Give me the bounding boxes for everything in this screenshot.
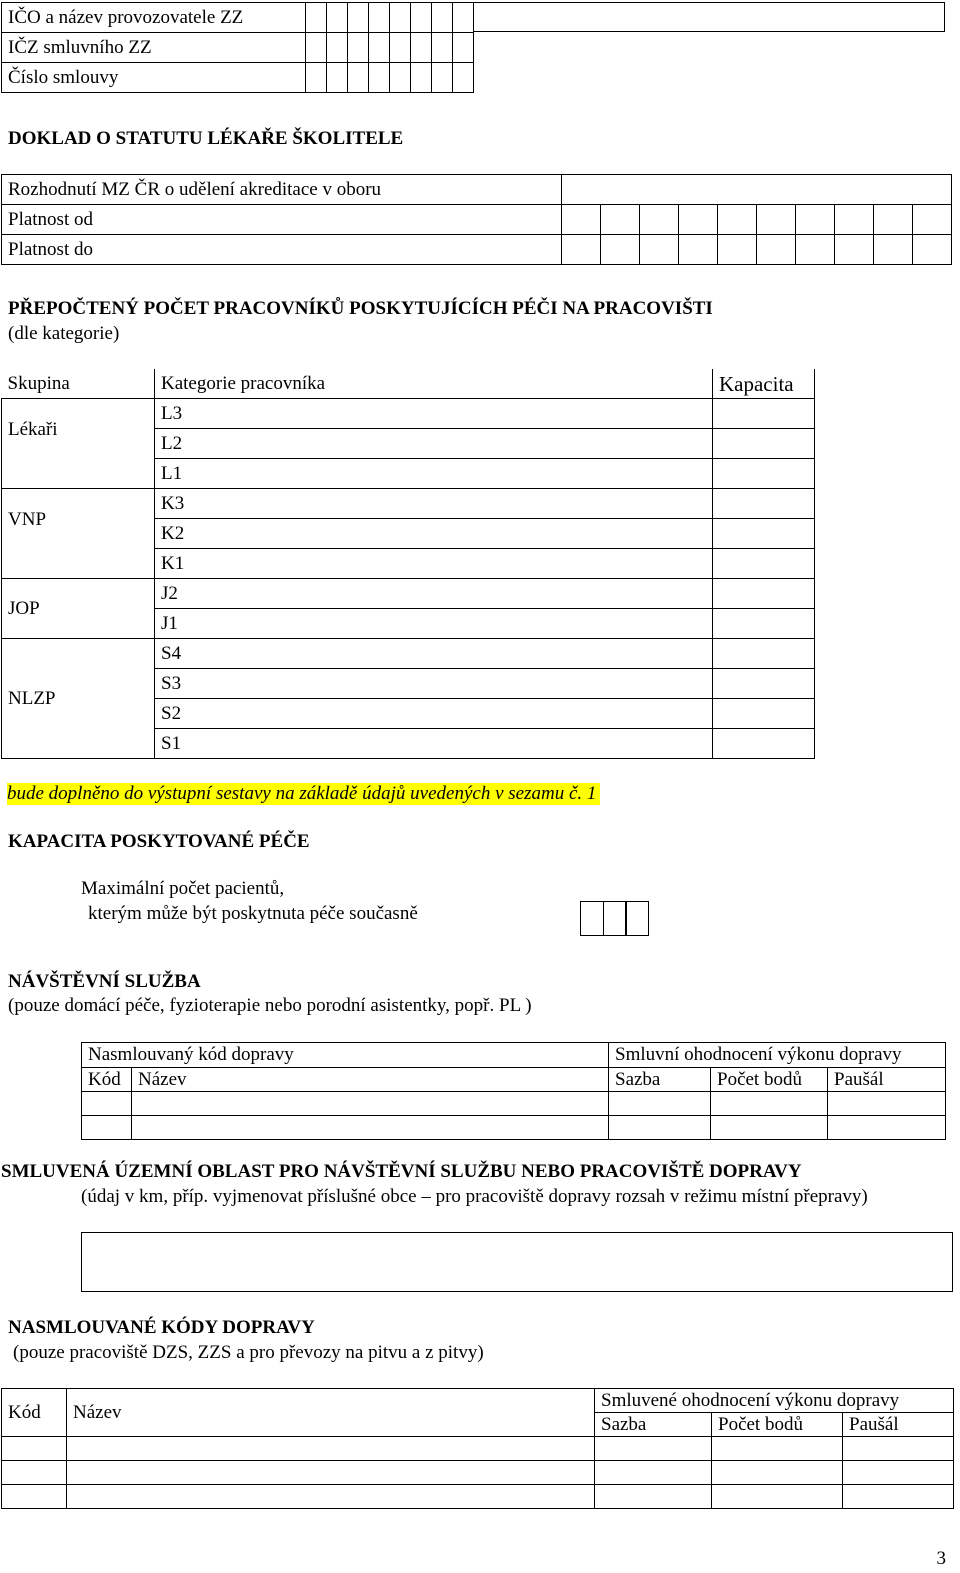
capacity-cell[interactable] [713,459,815,489]
visit-cell[interactable] [711,1092,828,1116]
capacity-cell[interactable] [713,429,815,459]
codes-cell[interactable] [2,1461,67,1485]
category-label: K2 [155,519,713,549]
date-box[interactable] [562,235,601,265]
digit-box[interactable] [580,901,604,936]
digit-box[interactable] [369,63,390,93]
codes-cell[interactable] [2,1485,67,1509]
visit-cell[interactable] [132,1116,609,1140]
codes-cell[interactable] [843,1461,954,1485]
capacity-text-line2: kterým může být poskytnuta péče současně [88,903,418,924]
codes-cell[interactable] [712,1485,843,1509]
category-label: J2 [155,579,713,609]
visit-cell[interactable] [82,1092,132,1116]
visit-heading: NÁVŠTĚVNÍ SLUŽBA [8,971,201,992]
date-box[interactable] [679,235,718,265]
capacity-input-boxes [580,901,649,936]
date-box[interactable] [835,205,874,235]
digit-box[interactable] [411,63,432,93]
group-label: Lékaři [2,399,155,489]
capacity-text-line1: Maximální počet pacientů, [81,878,285,899]
group-label: NLZP [2,639,155,759]
visit-table [81,1042,946,1140]
visit-cell[interactable] [82,1116,132,1140]
codes-header-rate: Sazba [595,1413,712,1437]
capacity-heading: KAPACITA POSKYTOVANÉ PÉČE [8,831,310,852]
digit-box[interactable] [453,33,474,63]
date-box[interactable] [640,205,679,235]
date-box[interactable] [562,205,601,235]
codes-cell[interactable] [67,1461,595,1485]
digit-box[interactable] [369,33,390,63]
date-box[interactable] [796,235,835,265]
visit-header-code: Kód [82,1068,132,1092]
codes-header-name: Název [67,1389,595,1437]
category-label: L1 [155,459,713,489]
category-label: K3 [155,489,713,519]
capacity-cell[interactable] [713,639,815,669]
codes-header-code: Kód [2,1389,67,1437]
date-box[interactable] [757,235,796,265]
provider-label-contract: Číslo smlouvy [2,63,306,93]
digit-box[interactable] [390,3,411,33]
visit-cell[interactable] [711,1116,828,1140]
codes-cell[interactable] [595,1461,712,1485]
codes-table [1,1388,954,1509]
visit-cell[interactable] [828,1116,946,1140]
visit-header-rate: Sazba [609,1068,711,1092]
staff-subheading: (dle kategorie) [8,323,120,344]
digit-box[interactable] [432,33,453,63]
capacity-cell[interactable] [713,669,815,699]
visit-header-code-group: Nasmlouvaný kód dopravy [82,1043,609,1068]
category-label: S4 [155,639,713,669]
capacity-cell[interactable] [713,399,815,429]
doctor-table [1,174,952,265]
doctor-label-accreditation: Rozhodnutí MZ ČR o udělení akreditace v oboru [2,175,562,205]
codes-header-points: Počet bodů [712,1413,843,1437]
provider-name-field[interactable] [474,2,945,32]
codes-cell[interactable] [843,1437,954,1461]
codes-cell[interactable] [712,1461,843,1485]
category-label: L2 [155,429,713,459]
digit-box[interactable] [327,63,348,93]
codes-header-eval-group: Smluvené ohodnocení výkonu dopravy [595,1389,954,1413]
category-label: S1 [155,729,713,759]
provider-label-icz: IČZ smluvního ZZ [2,33,306,63]
date-box[interactable] [835,235,874,265]
page-number: 3 [936,1548,946,1569]
provider-label-ico: IČO a název provozovatele ZZ [2,3,306,33]
capacity-cell[interactable] [713,519,815,549]
digit-box[interactable] [348,63,369,93]
digit-box[interactable] [390,33,411,63]
group-label: JOP [2,579,155,639]
capacity-cell[interactable] [713,549,815,579]
digit-box[interactable] [348,3,369,33]
digit-box[interactable] [411,3,432,33]
capacity-cell[interactable] [713,609,815,639]
date-box[interactable] [679,205,718,235]
category-label: L3 [155,399,713,429]
date-box[interactable] [601,205,640,235]
digit-box[interactable] [306,63,327,93]
date-box[interactable] [757,205,796,235]
group-label: VNP [2,489,155,579]
visit-cell[interactable] [828,1092,946,1116]
codes-cell[interactable] [2,1437,67,1461]
codes-cell[interactable] [595,1485,712,1509]
digit-box[interactable] [306,33,327,63]
capacity-cell[interactable] [713,579,815,609]
codes-cell[interactable] [67,1485,595,1509]
capacity-cell[interactable] [713,729,815,759]
date-box[interactable] [640,235,679,265]
date-box[interactable] [874,235,913,265]
visit-cell[interactable] [132,1092,609,1116]
col-header-capacity: Kapacita [713,369,815,399]
codes-cell[interactable] [843,1485,954,1509]
codes-cell[interactable] [595,1437,712,1461]
visit-header-eval-group: Smluvní ohodnocení výkonu dopravy [609,1043,946,1068]
area-heading: SMLUVENÁ ÚZEMNÍ OBLAST PRO NÁVŠTĚVNÍ SLUŽBU NEBO PRACOVIŠTĚ DOPRAVY [1,1161,802,1182]
staff-table [1,369,815,759]
digit-box[interactable] [453,63,474,93]
staff-note: bude doplněno do výstupní sestavy na základě údajů uvedených v sezamu č. 1 [7,783,600,805]
visit-header-name: Název [132,1068,609,1092]
codes-header-flat: Paušál [843,1413,954,1437]
codes-cell[interactable] [712,1437,843,1461]
digit-box[interactable] [453,3,474,33]
capacity-cell[interactable] [713,699,815,729]
visit-cell[interactable] [609,1092,711,1116]
date-box[interactable] [913,205,952,235]
date-box[interactable] [796,205,835,235]
date-box[interactable] [913,235,952,265]
digit-box[interactable] [327,3,348,33]
accreditation-field[interactable] [562,175,952,205]
codes-subheading: (pouze pracoviště DZS, ZZS a pro převozy na pitvu a z pitvy) [13,1342,484,1363]
visit-header-flat: Paušál [828,1068,946,1092]
category-label: S3 [155,669,713,699]
visit-cell[interactable] [609,1116,711,1140]
digit-box[interactable] [432,3,453,33]
codes-cell[interactable] [67,1437,595,1461]
category-label: S2 [155,699,713,729]
digit-box[interactable] [348,33,369,63]
codes-heading: NASMLOUVANÉ KÓDY DOPRAVY [8,1317,315,1338]
category-label: J1 [155,609,713,639]
digit-box[interactable] [432,63,453,93]
date-box[interactable] [718,205,757,235]
date-box[interactable] [601,235,640,265]
doctor-label-valid-from: Platnost od [2,205,562,235]
provider-table [1,2,474,93]
area-subheading: (údaj v km, příp. vyjmenovat příslušné obce – pro pracoviště dopravy rozsah v režimu místní přepravy) [81,1186,868,1207]
digit-box[interactable] [306,3,327,33]
digit-box[interactable] [369,3,390,33]
visit-header-points: Počet bodů [711,1068,828,1092]
digit-box[interactable] [327,33,348,63]
digit-box[interactable] [603,901,627,936]
digit-box[interactable] [411,33,432,63]
date-box[interactable] [874,205,913,235]
col-header-group: Skupina [2,369,155,399]
doctor-label-valid-to: Platnost do [2,235,562,265]
staff-heading: PŘEPOČTENÝ POČET PRACOVNÍKŮ POSKYTUJÍCÍCH PÉČI NA PRACOVIŠTI [8,298,713,319]
col-header-category: Kategorie pracovníka [155,369,713,399]
area-input-field[interactable] [81,1232,953,1292]
visit-subheading: (pouze domácí péče, fyzioterapie nebo porodní asistentky, popř. PL ) [8,995,532,1016]
digit-box[interactable] [390,63,411,93]
date-box[interactable] [718,235,757,265]
digit-box[interactable] [625,901,649,936]
capacity-cell[interactable] [713,489,815,519]
doctor-heading: DOKLAD O STATUTU LÉKAŘE ŠKOLITELE [8,128,404,149]
category-label: K1 [155,549,713,579]
